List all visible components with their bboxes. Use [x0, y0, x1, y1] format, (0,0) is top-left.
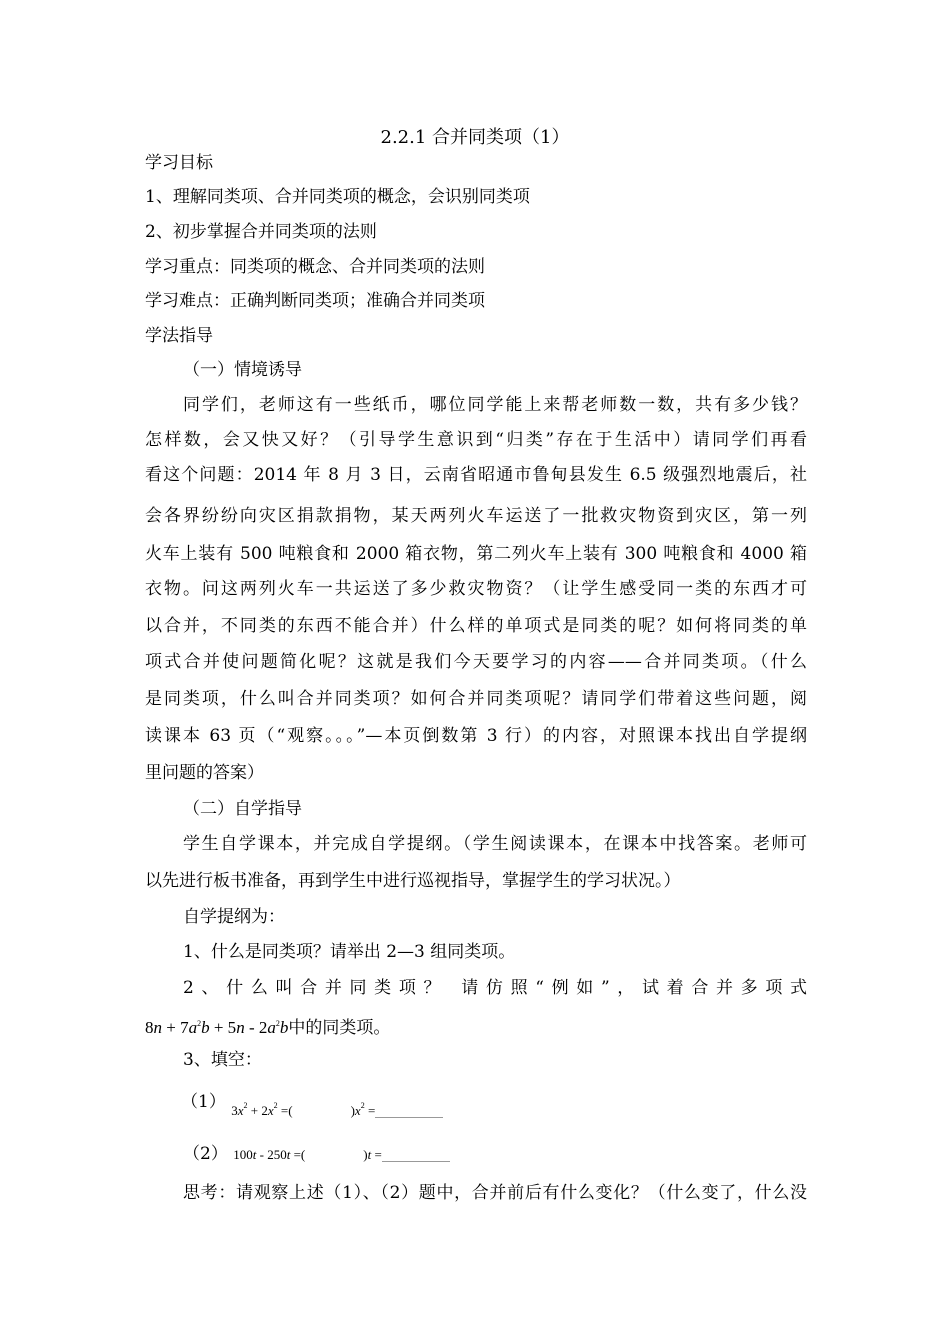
fill-in-1-label: （1） — [181, 1092, 226, 1112]
subsection-heading-1: （一）情境诱导 — [183, 360, 302, 380]
fill-in-1-equation: 3x2 + 2x2 =( )x2 = — [231, 1103, 443, 1118]
section-heading-objectives: 学习目标 — [145, 153, 213, 173]
fill-in-2-answer-blank[interactable] — [382, 1147, 450, 1162]
fill-in-2-label: （2） — [183, 1144, 228, 1164]
paragraph-line: 里问题的答案） — [145, 763, 264, 783]
reflection-line: 思考：请观察上述（1）、（2）题中，合并前后有什么变化？（什么变了，什么没 — [183, 1183, 807, 1203]
subsection-heading-2: （二）自学指导 — [183, 799, 302, 819]
paragraph-line: 看这个问题：2014 年 8 月 3 日，云南省昭通市鲁甸县发生 6.5 级强烈地震后，社 — [145, 465, 807, 485]
key-points: 学习重点：同类项的概念、合并同类项的法则 — [145, 257, 485, 277]
paragraph-line: 怎样数，会又快又好？（引导学生意识到“归类”存在于生活中）请同学们再看 — [145, 430, 807, 450]
paragraph-line: 项式合并使问题简化呢？这就是我们今天要学习的内容——合并同类项。（什么 — [145, 652, 807, 672]
fill-in-2-equation: 100t - 250t =( )t = — [233, 1147, 450, 1162]
objective-2: 2、初步掌握合并同类项的法则 — [145, 222, 377, 242]
objective-1: 1、理解同类项、合并同类项的概念，会识别同类项 — [145, 187, 530, 207]
paragraph-line: 读课本 63 页（“观察。。。”—本页倒数第 3 行）的内容，对照课本找出自学提纲 — [145, 726, 807, 746]
paragraph-line: 学生自学课本，并完成自学提纲。（学生阅读课本，在课本中找答案。老师可 — [183, 834, 807, 854]
paragraph-line: 以合并，不同类的东西不能合并）什么样的单项式是同类的呢？如何将同类的单 — [145, 616, 807, 636]
difficult-points: 学习难点：正确判断同类项；准确合并同类项 — [145, 291, 485, 311]
fill-in-1 — [181, 1087, 843, 1118]
fill-in-1-answer-blank[interactable] — [375, 1103, 443, 1118]
polynomial-expression: $8n + 7a^2b + 5n - 2a^2b$ — [145, 1018, 289, 1037]
section-heading-method: 学法指导 — [145, 326, 213, 346]
paragraph-line: 同学们，老师这有一些纸币，哪位同学能上来帮老师数一数，共有多少钱？ — [183, 395, 807, 415]
paragraph-line: 会各界纷纷向灾区捐款捐物，某天两列火车运送了一批救灾物资到灾区，第一列 — [145, 506, 807, 526]
paragraph-line: 以先进行板书准备，再到学生中进行巡视指导，掌握学生的学习状况。） — [145, 871, 681, 891]
page-title: 2.2.1 合并同类项（1） — [380, 127, 570, 148]
outline-question-1: 1、什么是同类项？请举出 2—3 组同类项。 — [183, 942, 516, 962]
fill-in-2 — [183, 1143, 845, 1166]
paragraph-line: 是同类项，什么叫合并同类项？如何合并同类项呢？请同学们带着这些问题，阅 — [145, 689, 807, 709]
polynomial-suffix: 中的同类项。 — [288, 1018, 391, 1038]
outline-question-2: 2、什么叫合并同类项？ 请仿照“例如”，试着合并多项式 — [183, 978, 807, 998]
polynomial-line — [145, 1013, 807, 1039]
paragraph-line: 火车上装有 500 吨粮食和 2000 箱衣物，第二列火车上装有 300 吨粮食和 4000 箱 — [145, 544, 807, 564]
outline-heading: 自学提纲为： — [183, 907, 285, 927]
fill-in-heading: 3、填空： — [183, 1050, 262, 1070]
paragraph-line: 衣物。问这两列火车一共运送了多少救灾物资？（让学生感受同一类的东西才可 — [145, 579, 807, 599]
